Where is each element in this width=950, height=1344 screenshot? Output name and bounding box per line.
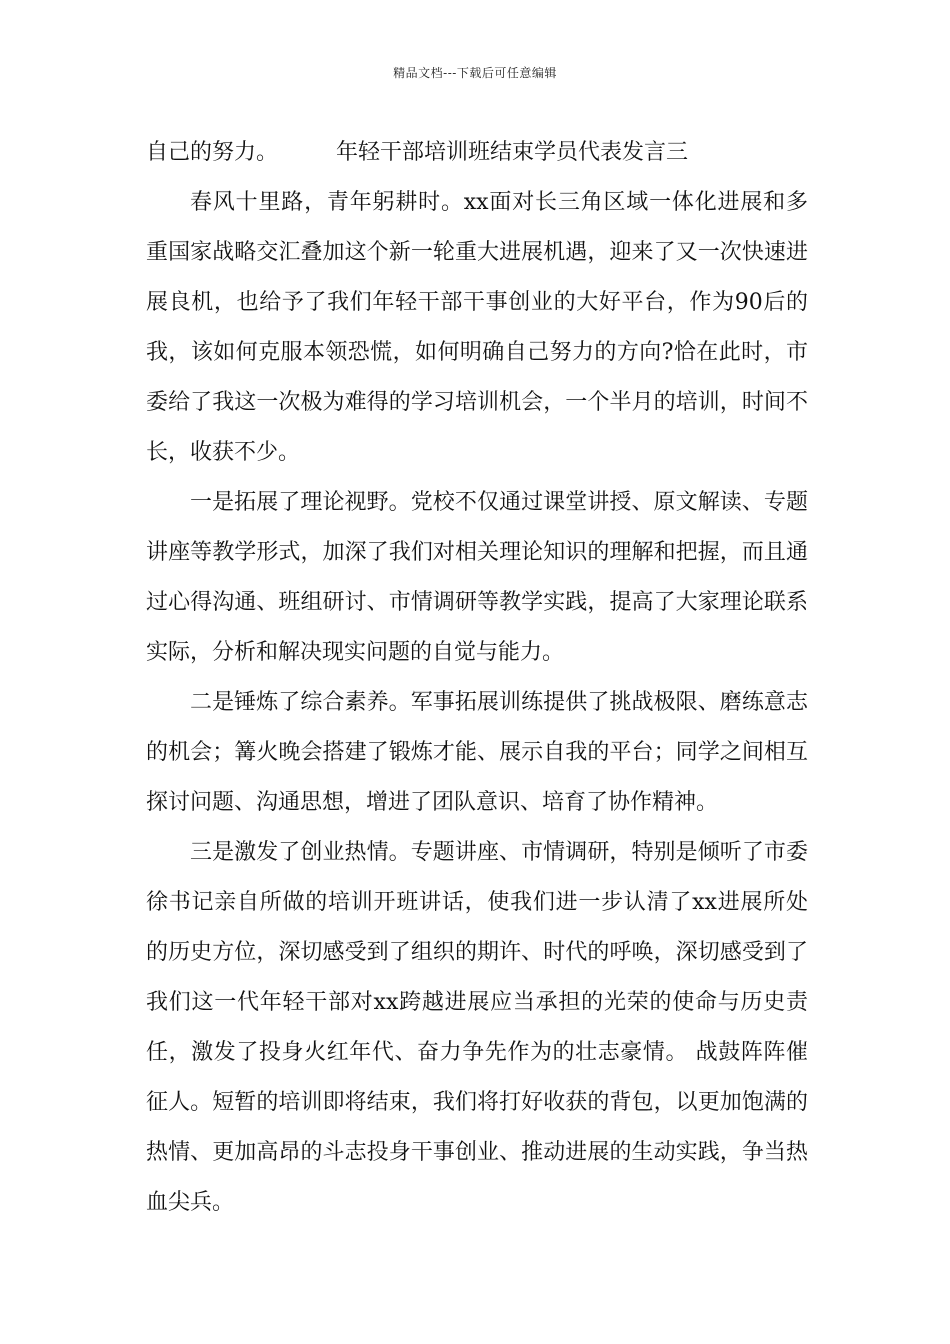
paragraph-quality: 二是锤炼了综合素养。军事拓展训练提供了挑战极限、磨练意志的机会；篝火晚会搭建了锻炼才能、展示自我的平台；同学之间相互探讨问题、沟通思想，增进了团队意识、培育了协作精神。: [146, 690, 808, 815]
page-header: 精品文档---下载后可任意编辑: [393, 66, 557, 80]
document-body: [146, 128, 808, 1228]
lead-fragment: 自己的努力。: [146, 140, 279, 165]
document-title: 年轻干部培训班结束学员代表发言三: [336, 140, 689, 165]
paragraph-passion: 三是激发了创业热情。专题讲座、市情调研，特别是倾听了市委徐书记亲自所做的培训开班讲话，使我们进一步认清了xx进展所处的历史方位，深切感受到了组织的期许、时代的呼唤，深切感受到了我们这一代年轻干部对xx跨越进展应当承担的光荣的使命与历史责任，激发了投身火红年代、奋力争先作为的壮志豪情。 战鼓阵阵催征人。短暂的培训即将结束，我们将打好收获的背包，以更加饱满的热情、更加高昂的斗志投身干事创业、推动进展的生动实践，争当热血尖兵。: [146, 840, 808, 1215]
paragraph-theory: 一是拓展了理论视野。党校不仅通过课堂讲授、原文解读、专题讲座等教学形式，加深了我们对相关理论知识的理解和把握，而且通过心得沟通、班组研讨、市情调研等教学实践，提高了大家理论联系实际，分析和解决现实问题的自觉与能力。: [146, 490, 808, 665]
paragraph-intro: 春风十里路，青年躬耕时。xx面对长三角区域一体化进展和多重国家战略交汇叠加这个新一轮重大进展机遇，迎来了又一次快速进展良机，也给予了我们年轻干部干事创业的大好平台，作为90后的我，该如何克服本领恐慌，如何明确自己努力的方向?恰在此时，市委给了我这一次极为难得的学习培训机会，一个半月的培训，时间不长，收获不少。: [146, 190, 808, 465]
title-line: [146, 128, 808, 178]
